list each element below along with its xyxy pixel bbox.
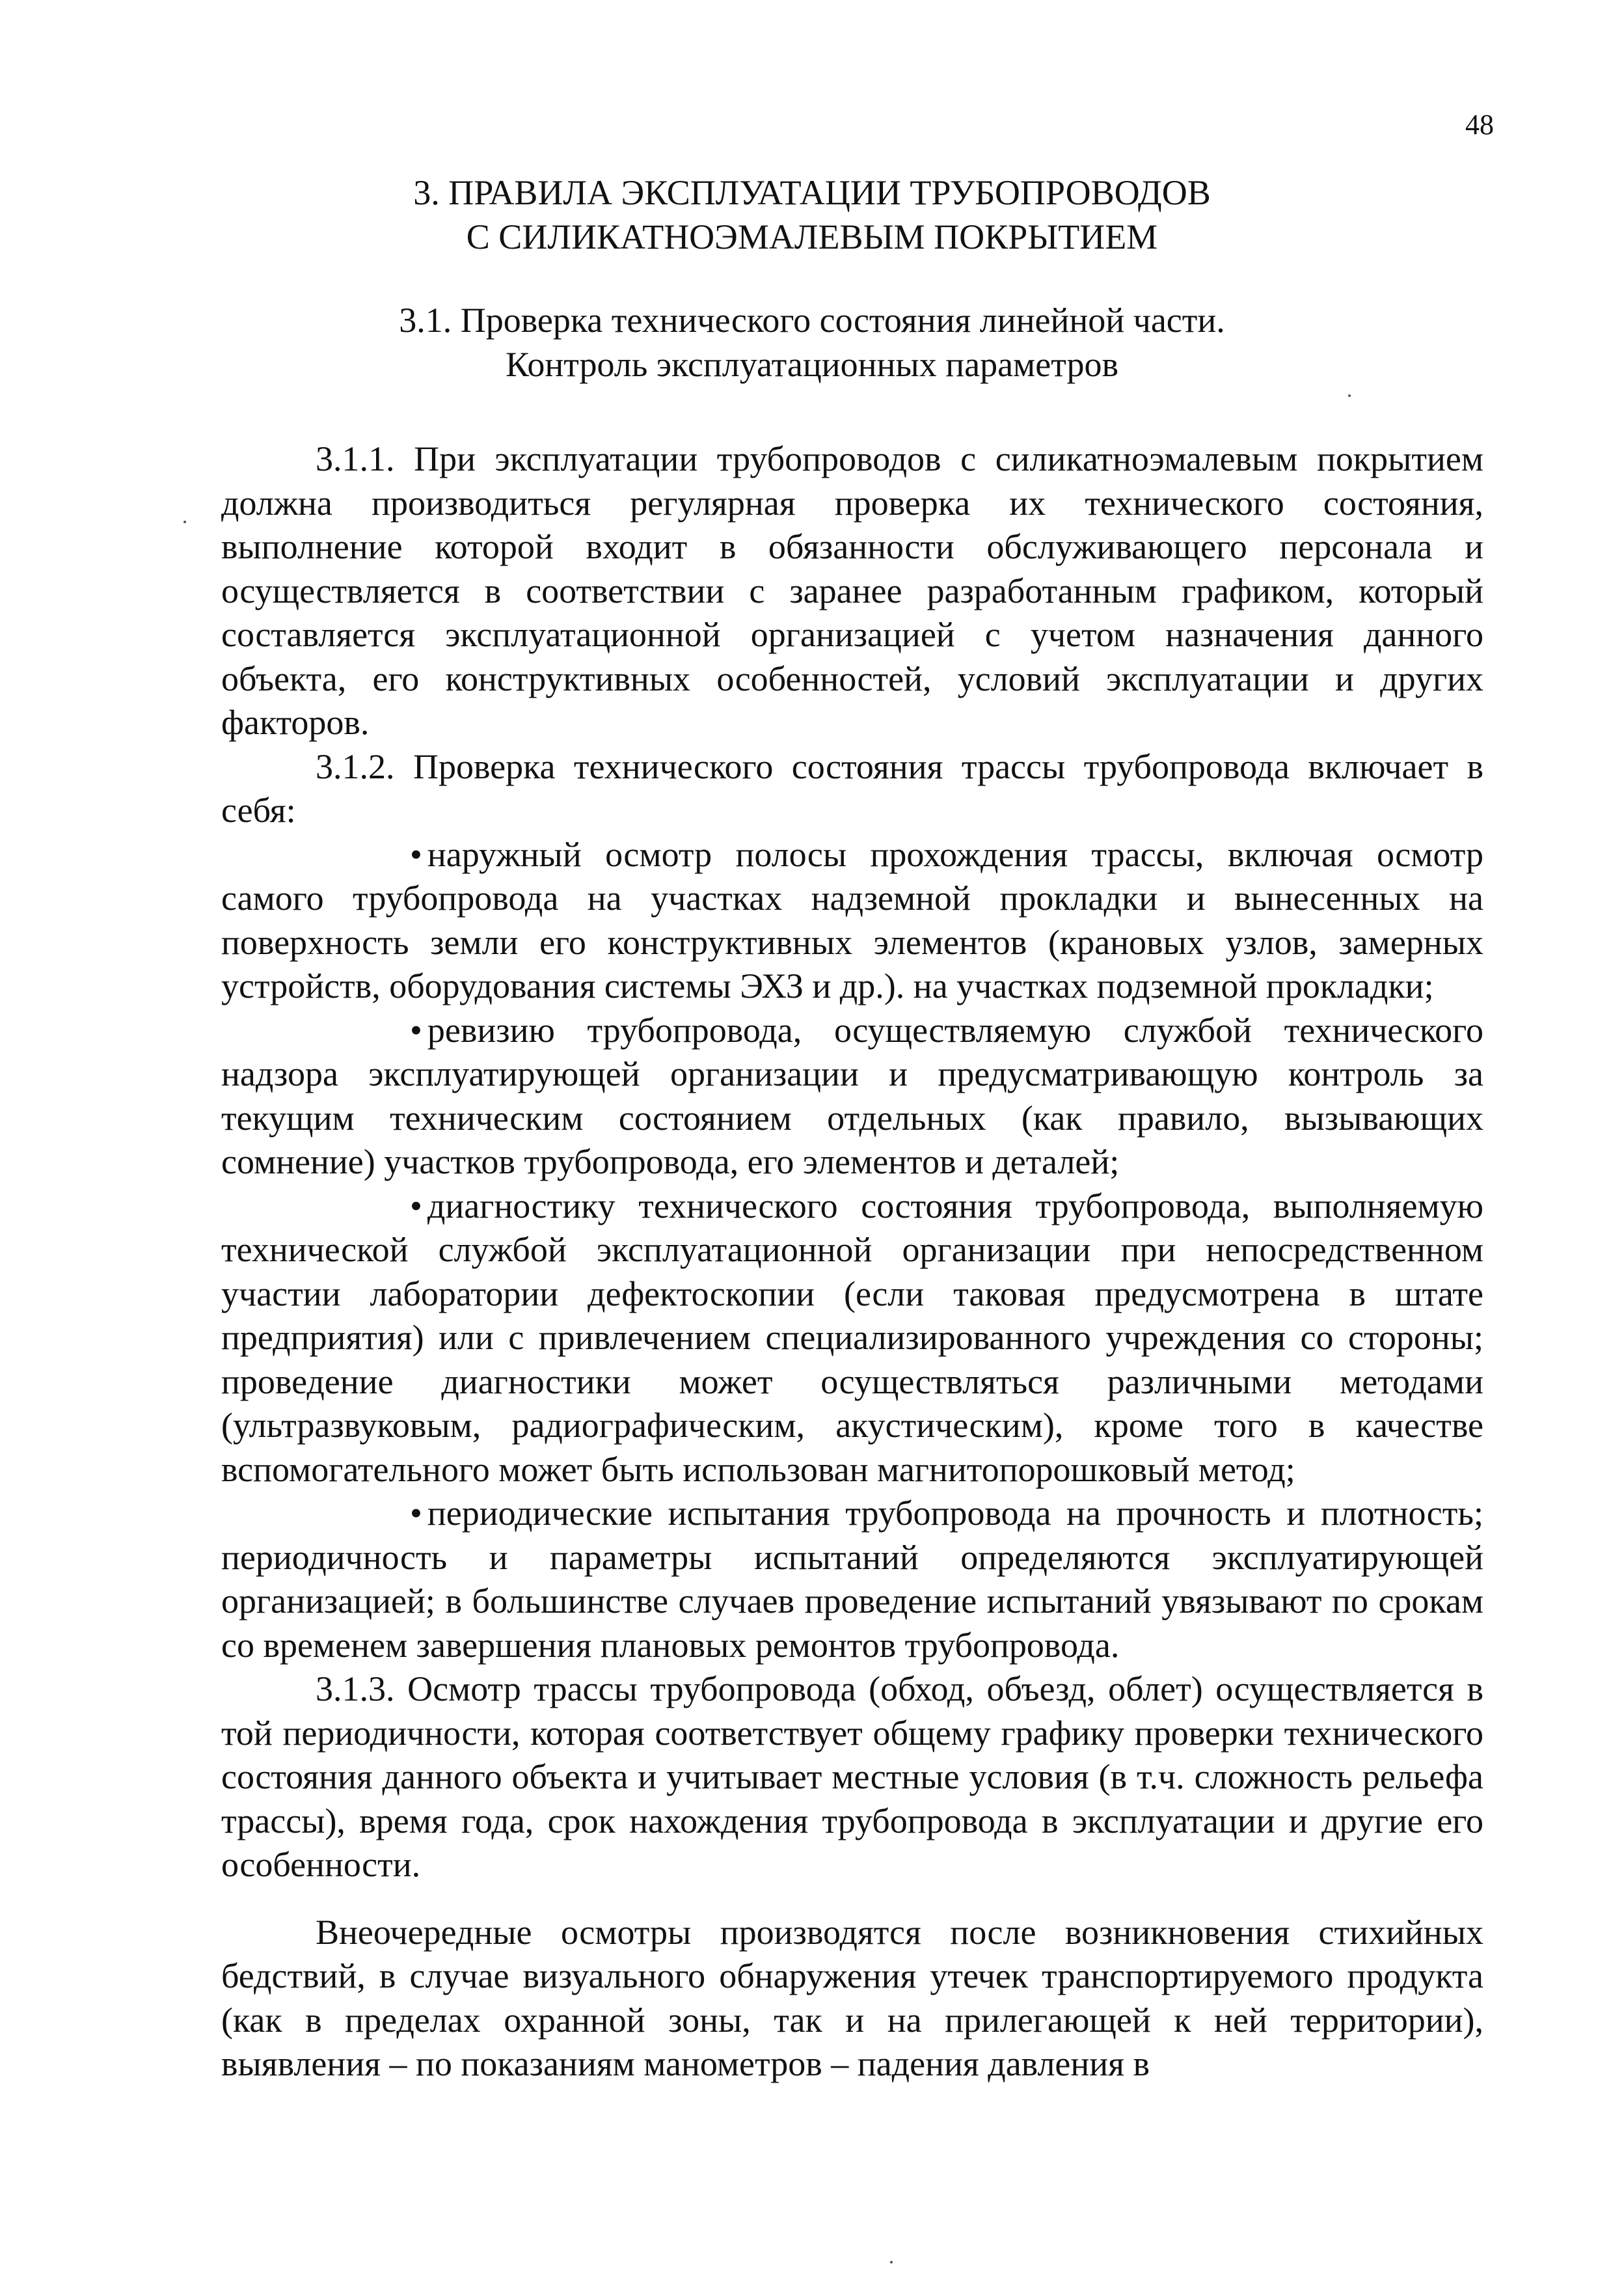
bullet-text: диагностику технического состояния трубопровода, выполняемую технической службой эксплуатационной организации при непосредственном участии лаборатории дефектоскопии (если таковая предусмотрена в штате предприятия) или с привлечением специализированного учреждения со стороны; проведение диагностики может осуществляться различными методами (ультразвуковым, радиографическим, акустическим), кроме того в качестве вспомогательного может быть использован магнитопорошковый метод; (221, 1186, 1483, 1489)
section-title (221, 298, 1403, 387)
page-number: 48 (1465, 109, 1494, 141)
document-body (221, 437, 1483, 2086)
bullet-text: наружный осмотр полосы прохождения трассы, включая осмотр самого трубопровода на участках надземной прокладки и вынесенных на поверхность земли его конструктивных элементов (крановых узлов, замерных устройств, оборудования системы ЭХЗ и др.). на участках подземной прокладки; (221, 834, 1483, 1005)
paragraph-3-1-3: 3.1.3. Осмотр трассы трубопровода (обход, объезд, облет) осуществляется в той периодичности, которая соответствует общему графику проверки технического состояния данного объекта и учитывает местные условия (в т.ч. сложность рельефа трассы), время года, срок нахождения трубопровода в эксплуатации и другие его особенности. (221, 1669, 1483, 1884)
section-title-line-2: Контроль эксплуатационных параметров (506, 345, 1118, 384)
bullet-item-diagnostics (221, 1184, 1483, 1492)
paragraph-extraordinary-inspections: Внеочередные осмотры производятся после возникновения стихийных бедствий, в случае визуального обнаружения утечек транспортируемого продукта (как в пределах охранной зоны, так и на прилегающей к ней территории), выявления – по показаниям манометров – падения давления в (221, 1912, 1483, 2083)
bullet-item-periodic-tests (221, 1492, 1483, 1667)
chapter-title-line-2: С СИЛИКАТНОЭМАЛЕВЫМ ПОКРЫТИЕМ (466, 217, 1158, 256)
paragraph-3-1-1: 3.1.1. При эксплуатации трубопроводов с силикатноэмалевым покрытием должна производиться регулярная проверка их технического состояния, выполнение которой входит в обязанности обслуживающего персонала и осуществляется в соответствии с заранее разработанным графиком, который составляется эксплуатационной организацией с учетом назначения данного объекта, его конструктивных особенностей, условий эксплуатации и других факторов. (221, 439, 1483, 742)
bullet-icon (316, 1494, 427, 1533)
chapter-title-line-1: 3. ПРАВИЛА ЭКСПЛУАТАЦИИ ТРУБОПРОВОДОВ (413, 173, 1211, 212)
scan-speck (1348, 394, 1351, 397)
bullet-icon (316, 1011, 427, 1050)
bullet-icon (316, 835, 427, 874)
paragraph-3-1-2: 3.1.2. Проверка технического состояния трассы трубопровода включает в себя: (221, 746, 1483, 830)
bullet-item-external-inspection (221, 833, 1483, 1009)
bullet-item-revision (221, 1009, 1483, 1184)
chapter-title (221, 171, 1403, 259)
bullet-icon (316, 1186, 427, 1225)
bullet-text: ревизию трубопровода, осуществляемую службой технического надзора эксплуатирующей организации и предусматривающую контроль за текущим техническим состоянием отдельных (как правило, вызывающих сомнение) участков трубопровода, его элементов и деталей; (221, 1010, 1483, 1181)
bullet-text: периодические испытания трубопровода на прочность и плотность; периодичность и параметры испытаний определяются эксплуатирующей организацией; в большинстве случаев проведение испытаний увязывают по срокам со временем завершения плановых ремонтов трубопровода. (221, 1494, 1483, 1665)
section-title-line-1: 3.1. Проверка технического состояния линейной части. (399, 301, 1225, 340)
scan-speck (890, 2261, 893, 2263)
scan-speck (183, 521, 186, 523)
